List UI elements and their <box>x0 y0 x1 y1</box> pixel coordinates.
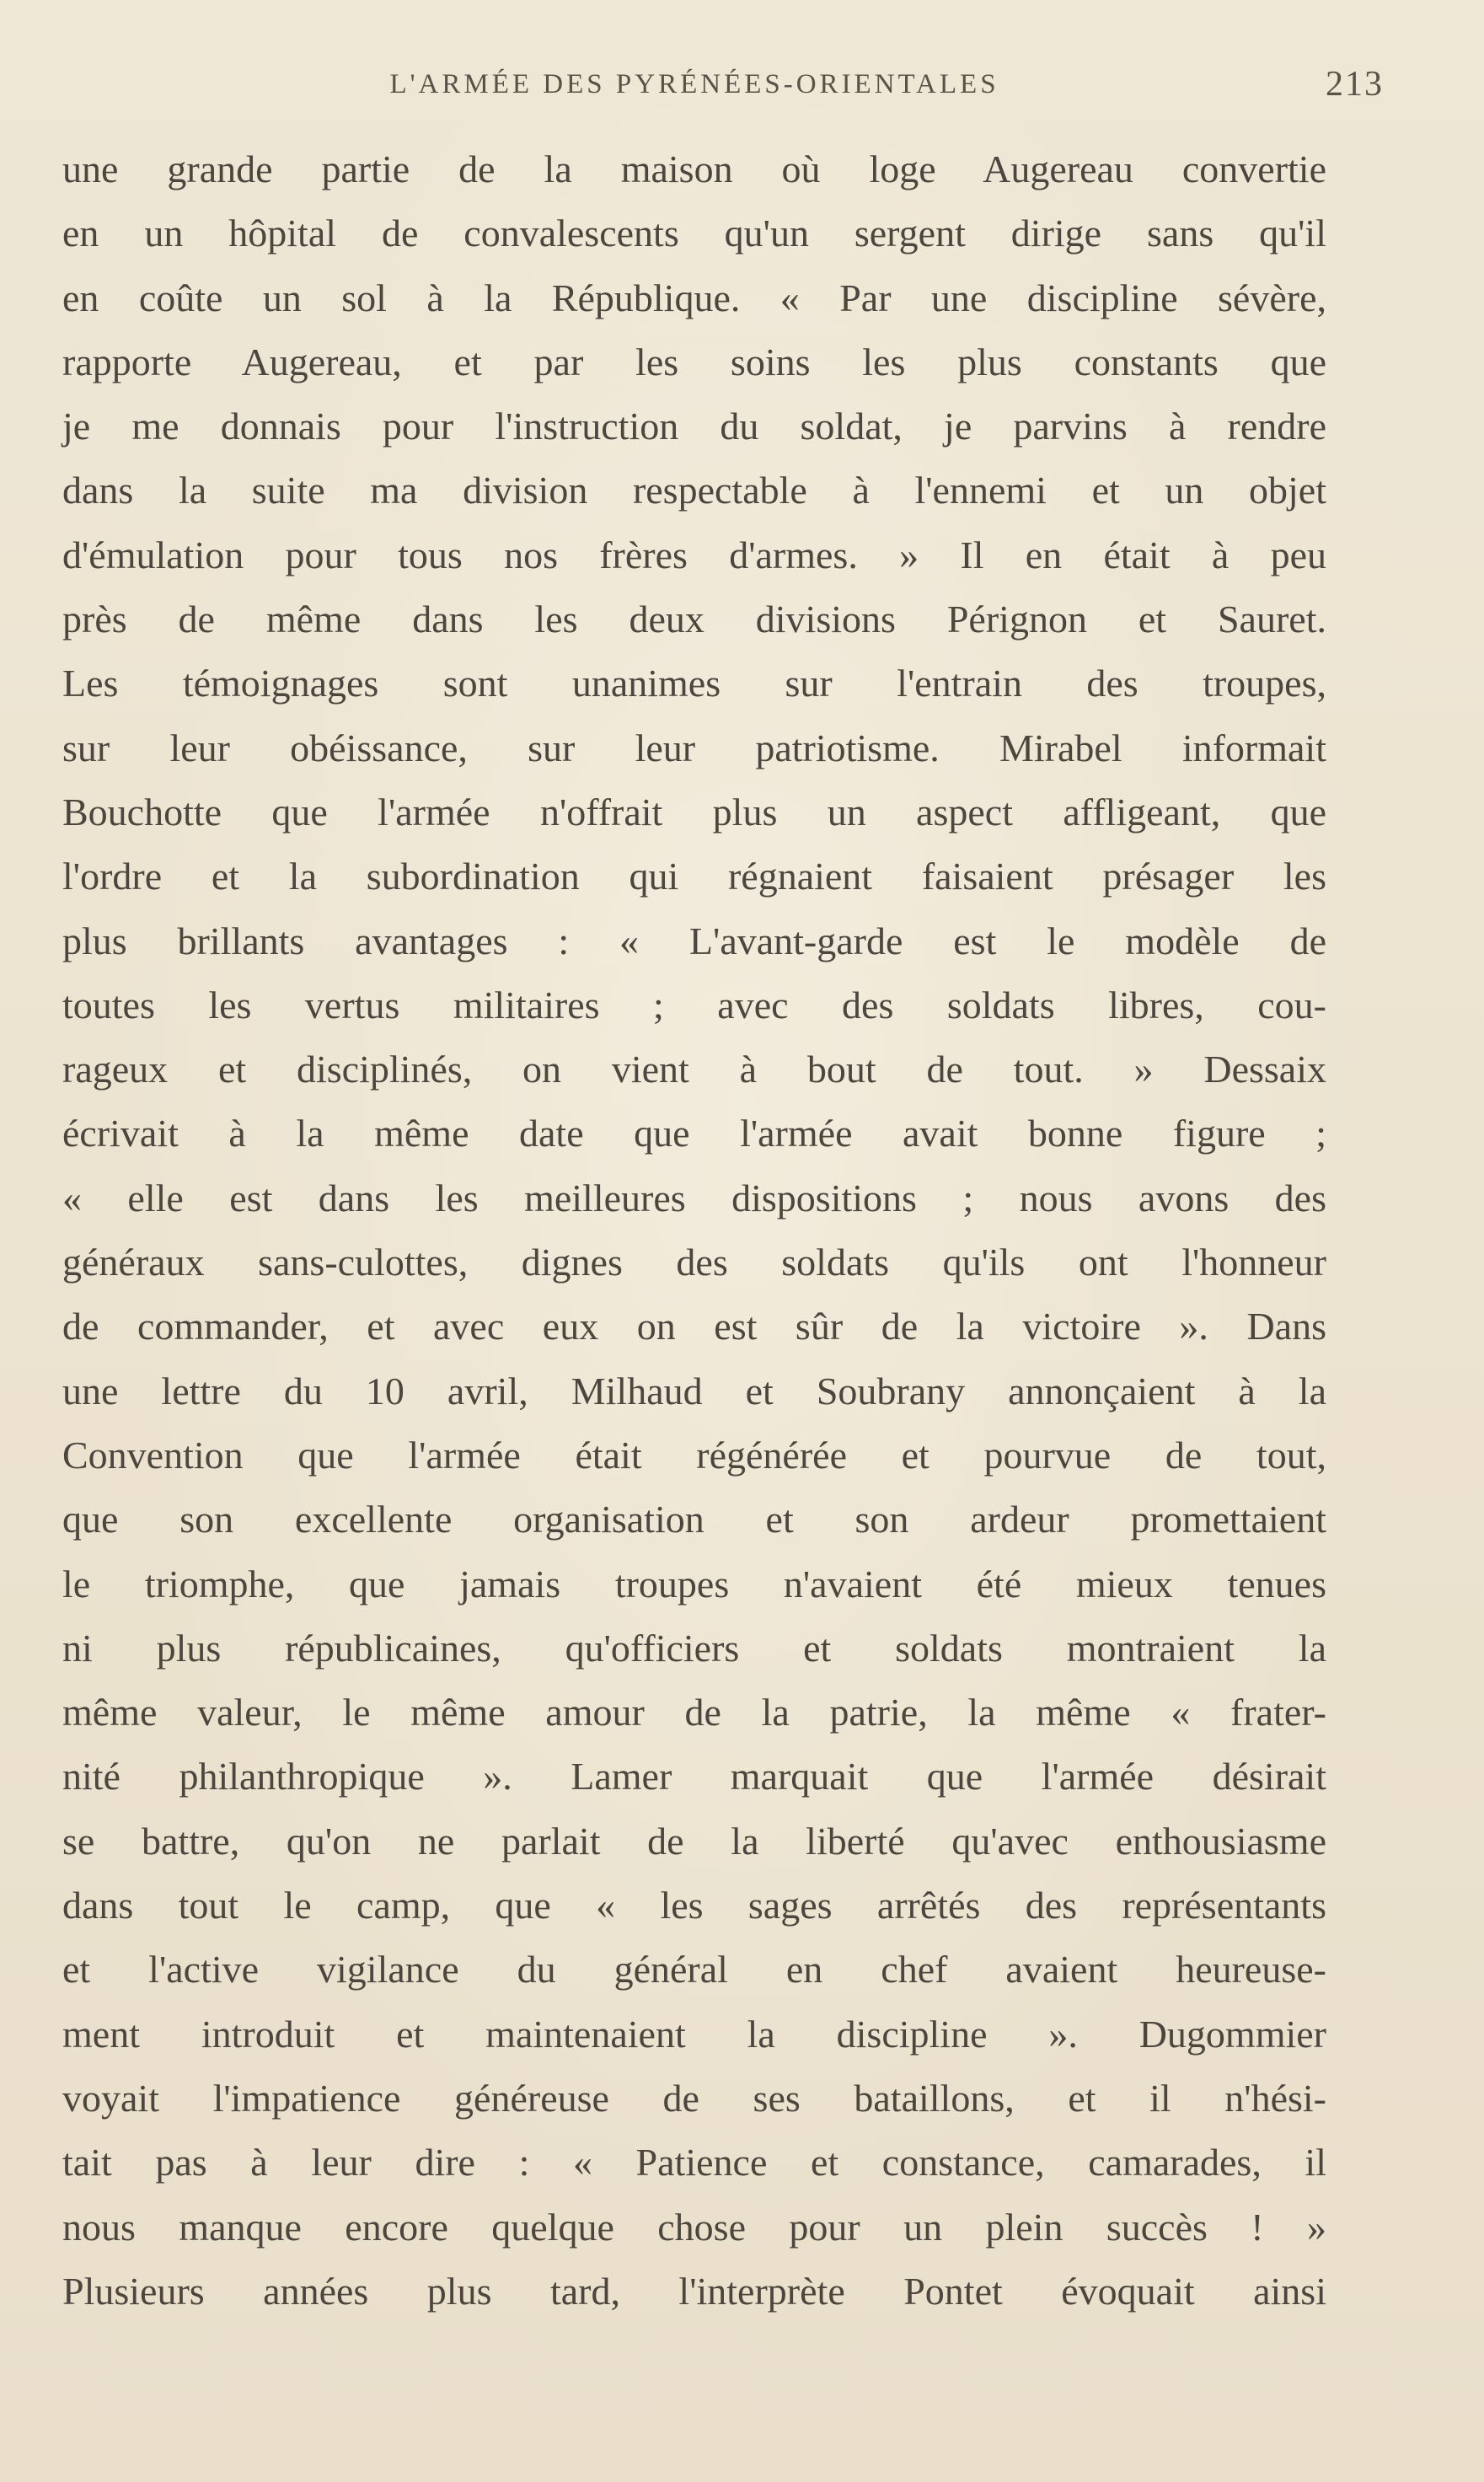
text-line: même valeur, le même amour de la patrie, la même « frater- <box>62 1691 1326 1734</box>
text-line: voyait l'impatience généreuse de ses bataillons, et il n'hési- <box>62 2076 1326 2120</box>
text-line: Plusieurs années plus tard, l'interprète Pontet évoquait ainsi <box>62 2269 1326 2313</box>
text-line: le triomphe, que jamais troupes n'avaient été mieux tenues <box>62 1562 1326 1606</box>
text-line: ni plus républicaines, qu'officiers et soldats montraient la <box>62 1626 1326 1670</box>
text-line: écrivait à la même date que l'armée avait bonne figure ; <box>62 1112 1326 1155</box>
text-line: d'émulation pour tous nos frères d'armes. » Il en était à peu <box>62 533 1326 576</box>
running-head <box>62 59 1384 110</box>
text-line: généraux sans-culottes, dignes des soldats qu'ils ont l'honneur <box>62 1241 1326 1284</box>
text-line: plus brillants avantages : « L'avant-garde est le modèle de <box>62 919 1326 962</box>
body-text <box>62 137 1326 2324</box>
text-line: une grande partie de la maison où loge Augereau convertie <box>62 147 1326 190</box>
text-line: l'ordre et la subordination qui régnaient faisaient présager les <box>62 855 1326 898</box>
text-line: de commander, et avec eux on est sûr de la victoire ». Dans <box>62 1305 1326 1348</box>
text-line: je me donnais pour l'instruction du soldat, je parvins à rendre <box>62 405 1326 448</box>
text-line: en coûte un sol à la République. « Par une discipline sévère, <box>62 276 1326 319</box>
running-title: L'ARMÉE DES PYRÉNÉES-ORIENTALES <box>389 69 999 99</box>
text-line: se battre, qu'on ne parlait de la liberté qu'avec enthousiasme <box>62 1819 1326 1863</box>
text-line: dans tout le camp, que « les sages arrêtés des représentants <box>62 1884 1326 1927</box>
text-line: ment introduit et maintenaient la discipline ». Dugommier <box>62 2012 1326 2056</box>
text-line: rageux et disciplinés, on vient à bout de tout. » Dessaix <box>62 1048 1326 1091</box>
text-line: nité philanthropique ». Lamer marquait que l'armée désirait <box>62 1755 1326 1799</box>
text-line: Les témoignages sont unanimes sur l'entrain des troupes, <box>62 662 1326 705</box>
text-line: nous manque encore quelque chose pour un plein succès ! » <box>62 2205 1326 2249</box>
text-line: rapporte Augereau, et par les soins les plus constants que <box>62 340 1326 383</box>
page-number: 213 <box>1326 65 1384 104</box>
text-line: sur leur obéissance, sur leur patriotisme. Mirabel informait <box>62 726 1326 769</box>
text-line: « elle est dans les meilleures dispositions ; nous avons des <box>62 1176 1326 1220</box>
text-line: dans la suite ma division respectable à l'ennemi et un objet <box>62 469 1326 512</box>
text-line: tait pas à leur dire : « Patience et constance, camarades, il <box>62 2141 1326 2184</box>
text-line: Convention que l'armée était régénérée et pourvue de tout, <box>62 1433 1326 1477</box>
text-line: et l'active vigilance du général en chef avaient heureuse- <box>62 1948 1326 1991</box>
text-line: Bouchotte que l'armée n'offrait plus un aspect affligeant, que <box>62 790 1326 834</box>
text-line: toutes les vertus militaires ; avec des soldats libres, cou- <box>62 983 1326 1027</box>
text-line: près de même dans les deux divisions Pérignon et Sauret. <box>62 598 1326 641</box>
text-line: une lettre du 10 avril, Milhaud et Soubrany annonçaient à la <box>62 1369 1326 1413</box>
text-line: que son excellente organisation et son ardeur promettaient <box>62 1498 1326 1541</box>
text-line: en un hôpital de convalescents qu'un sergent dirige sans qu'il <box>62 212 1326 255</box>
